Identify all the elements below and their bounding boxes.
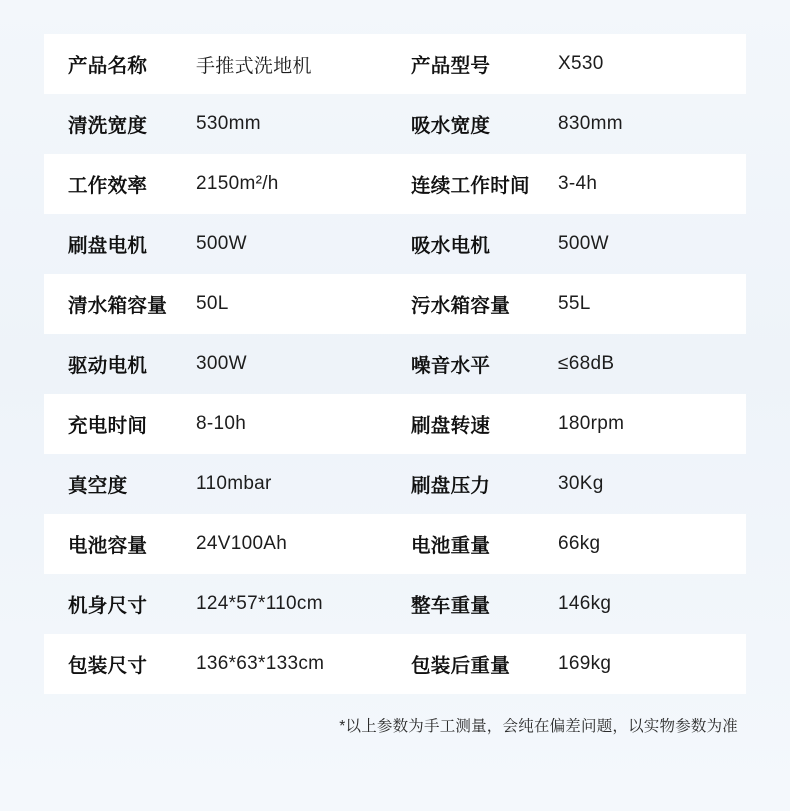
spec-label-right: 吸水电机: [411, 235, 491, 257]
specification-table: [44, 34, 746, 694]
spec-value-right: 500W: [558, 233, 609, 254]
spec-label-right: 电池重量: [411, 535, 491, 557]
table-row: [44, 34, 746, 94]
spec-value-left: 8-10h: [196, 413, 247, 434]
spec-label-left: 包装尺寸: [68, 655, 148, 677]
spec-value-left: 手推式洗地机: [196, 55, 312, 77]
spec-value-left: 136*63*133cm: [196, 653, 325, 674]
spec-value-left: 50L: [196, 293, 229, 314]
spec-label-right: 整车重量: [411, 595, 491, 617]
table-row: [44, 514, 746, 574]
table-row: [44, 634, 746, 694]
spec-label-right: 产品型号: [411, 55, 491, 77]
table-row: [44, 94, 746, 154]
spec-value-right: 169kg: [558, 653, 612, 674]
spec-label-left: 清洗宽度: [68, 115, 148, 137]
spec-label-right: 刷盘压力: [411, 475, 491, 497]
spec-label-left: 机身尺寸: [68, 595, 148, 617]
spec-value-left: 500W: [196, 233, 247, 254]
table-row: [44, 394, 746, 454]
spec-value-right: ≤68dB: [558, 353, 615, 374]
spec-label-right: 噪音水平: [411, 355, 491, 377]
spec-label-right: 吸水宽度: [411, 115, 491, 137]
spec-value-left: 2150m²/h: [196, 173, 279, 194]
spec-value-left: 124*57*110cm: [196, 593, 323, 614]
table-row: [44, 334, 746, 394]
table-row: [44, 274, 746, 334]
specification-table-body: [44, 34, 746, 694]
spec-value-right: 55L: [558, 293, 591, 314]
spec-value-left: 530mm: [196, 113, 261, 134]
spec-label-left: 产品名称: [68, 55, 148, 77]
spec-value-right: X530: [558, 53, 604, 74]
table-row: [44, 154, 746, 214]
spec-label-left: 充电时间: [68, 415, 148, 437]
table-row: [44, 214, 746, 274]
spec-value-left: 110mbar: [196, 473, 272, 494]
spec-value-left: 24V100Ah: [196, 533, 288, 554]
spec-label-left: 工作效率: [68, 175, 148, 197]
spec-label-right: 包装后重量: [411, 655, 511, 677]
spec-label-left: 电池容量: [68, 535, 148, 557]
spec-label-right: 刷盘转速: [411, 415, 491, 437]
spec-label-left: 刷盘电机: [68, 235, 148, 257]
spec-label-left: 真空度: [68, 475, 128, 497]
spec-value-right: 3-4h: [558, 173, 598, 194]
spec-value-right: 66kg: [558, 533, 601, 554]
measurement-disclaimer: *以上参数为手工测量，会纯在偏差问题，以实物参数为准: [339, 718, 738, 735]
spec-label-left: 清水箱容量: [68, 295, 168, 317]
spec-label-right: 污水箱容量: [411, 295, 511, 317]
spec-value-right: 830mm: [558, 113, 623, 134]
spec-label-right: 连续工作时间: [411, 175, 530, 197]
spec-value-right: 30Kg: [558, 473, 604, 494]
table-row: [44, 574, 746, 634]
spec-value-right: 146kg: [558, 593, 612, 614]
table-row: [44, 454, 746, 514]
spec-value-left: 300W: [196, 353, 247, 374]
spec-value-right: 180rpm: [558, 413, 625, 434]
spec-label-left: 驱动电机: [68, 355, 148, 377]
